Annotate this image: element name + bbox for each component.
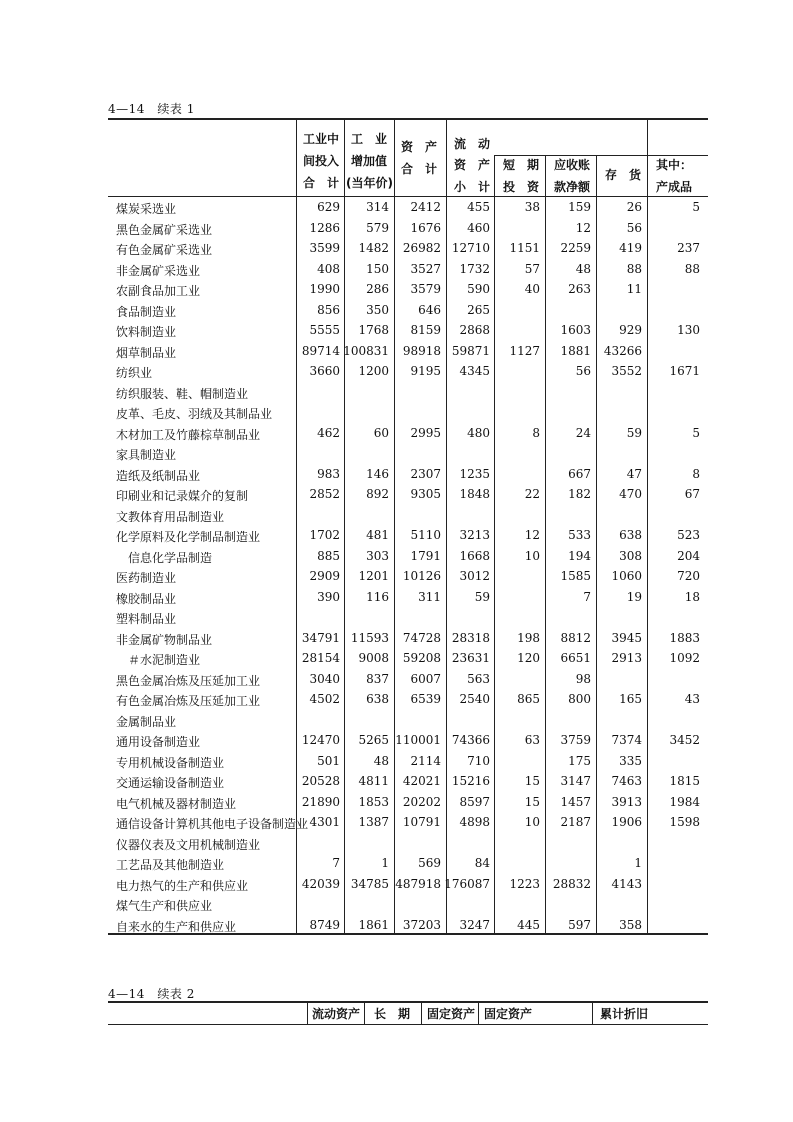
table-row [108,690,708,711]
row-label: 自来水的生产和供应业 [116,919,237,934]
table-cell: 42039 [301,876,340,891]
table-cell: 1286 [309,220,340,235]
table2-header-liquid-assets: 流动资产 [312,1007,361,1021]
table-cell: 856 [317,302,340,317]
table-row [108,731,708,752]
table-row [108,670,708,691]
row-label: 塑料制品业 [116,612,177,626]
table-cell: 12 [575,220,591,235]
table-cell: 6007 [410,671,441,686]
table-cell: 37203 [402,917,441,932]
table-cell: 1848 [459,487,490,501]
table-cell: 303 [366,548,389,563]
row-label: 专用机械设备制造业 [116,755,225,770]
table-cell: 892 [366,487,389,501]
table-cell: 98918 [402,343,441,358]
table-cell: 2259 [560,241,591,255]
table-cell: 26982 [402,241,441,255]
table-cell: 597 [568,917,591,932]
table-cell: 7 [332,856,340,870]
table-cell: 56 [626,220,642,235]
table-row [108,198,708,219]
table2-col-rule-2 [364,1002,365,1024]
table1-header-bottom-rule [108,196,708,197]
table-cell: 5555 [309,323,340,337]
table-cell: 419 [619,241,642,255]
table2-header-accumulated-depreciation: 累计折旧 [600,1007,649,1021]
header-intermediate-input: 工业中 间投入 合 计 [302,132,339,190]
table-cell: 9305 [410,487,441,501]
table-cell: 150 [366,261,389,276]
row-label: ＃水泥制造业 [128,653,201,667]
table-cell: 837 [366,671,389,686]
table-cell: 983 [317,466,340,481]
table-cell: 74728 [402,630,441,645]
header-short-term-investment: 短 期 投 资 [502,158,539,194]
table-cell: 929 [619,323,642,337]
table-cell: 175 [568,753,591,768]
table-cell: 146 [366,466,389,481]
table-cell: 7 [583,589,591,604]
table-cell: 800 [568,692,591,706]
row-label: 非金属矿采选业 [116,263,201,278]
table-row [108,649,708,670]
table-cell: 4502 [309,692,340,706]
row-label: 木材加工及竹藤棕草制品业 [116,427,261,442]
table2-header-fixed-assets-1: 固定资产 [427,1007,476,1021]
row-label: 纺织服装、鞋、帽制造业 [116,386,249,401]
table-row [108,444,708,465]
table-cell: 15 [524,774,540,788]
table-cell: 480 [467,425,490,440]
table-row [108,752,708,773]
table-cell: 89714 [301,343,340,358]
table-cell: 43266 [603,343,642,358]
table-cell: 590 [467,282,490,296]
table2-sub-rule [108,1024,708,1025]
table-cell: 569 [418,856,441,870]
table-cell: 1 [381,856,389,870]
table-cell: 710 [467,753,490,768]
table-cell: 563 [467,671,490,686]
table2-top-rule [108,1001,708,1003]
row-label: 电气机械及器材制造业 [116,796,237,811]
row-label: 电力热气的生产和供应业 [116,878,249,893]
table-cell: 1791 [410,548,441,563]
table-cell: 198 [517,630,540,645]
table-cell: 2412 [410,200,441,214]
table-cell: 9008 [358,651,389,665]
table-cell: 1768 [358,323,389,337]
header-liquid-assets-subtotal: 资 产 小 计 [453,158,490,194]
table-cell: 19 [626,589,642,604]
table-cell: 8159 [410,323,441,337]
row-label: 非金属矿物制品业 [116,632,213,647]
table-cell: 4345 [459,364,490,378]
table-cell: 159 [568,200,591,214]
table-cell: 182 [568,487,591,501]
table-row [108,424,708,445]
table-cell: 455 [467,200,490,214]
row-label: 通信设备计算机其他电子设备制造业 [116,817,309,831]
header-liquid-assets-group: 流 动 [454,137,491,151]
table-cell: 59 [626,425,642,440]
table-cell: 3945 [611,630,642,645]
table-cell: 4301 [309,815,340,829]
table-row [108,239,708,260]
table1-top-rule [108,118,708,120]
table-cell: 3213 [459,528,490,542]
table-cell: 100831 [343,343,389,358]
table-cell: 120 [517,651,540,665]
table-row [108,813,708,834]
table-cell: 48 [575,261,591,276]
table-cell: 311 [418,589,441,604]
table-cell: 11 [626,282,642,296]
table-cell: 18 [684,589,700,604]
table-cell: 358 [619,917,642,932]
table-cell: 3913 [611,794,642,809]
table-cell: 11593 [350,630,389,645]
table-cell: 2114 [410,753,441,768]
table-cell: 88 [626,261,642,276]
table-cell: 7374 [611,733,642,747]
table-cell: 6539 [410,692,441,706]
table-cell: 8812 [560,630,591,645]
table-cell: 8 [532,425,540,440]
table-row [108,383,708,404]
row-label: 造纸及纸制品业 [116,468,201,483]
table-cell: 1861 [358,917,389,932]
table-cell: 15 [524,794,540,809]
table-cell: 1201 [358,569,389,583]
table-cell: 12 [524,528,540,542]
table-cell: 579 [366,220,389,235]
table-cell: 1585 [560,569,591,583]
table-cell: 314 [366,200,389,214]
row-label: 有色金属冶炼及压延加工业 [116,694,261,708]
table-cell: 204 [677,548,700,563]
table-row [108,608,708,629]
row-label: 煤气生产和供应业 [116,899,213,913]
table-cell: 165 [619,692,642,706]
table-cell: 2540 [459,692,490,706]
table-cell: 10791 [402,815,441,829]
table-cell: 47 [626,466,642,481]
table-row [108,567,708,588]
table-cell: 1702 [309,528,340,542]
header-finished-goods: 其中： 产成品 [656,158,693,194]
row-label: 皮革、毛皮、羽绒及其制品业 [116,407,273,421]
table-cell: 21890 [301,794,340,809]
table-cell: 1151 [509,241,540,255]
table-cell: 98 [575,671,591,686]
table-row [108,219,708,240]
table-cell: 3147 [560,774,591,788]
row-label: 煤炭采选业 [116,202,177,216]
table-cell: 1598 [669,815,700,829]
table-cell: 28154 [301,651,340,665]
table-cell: 38 [524,200,540,214]
table-cell: 1671 [669,364,700,378]
row-label: 工艺品及其他制造业 [116,858,225,872]
row-label: 有色金属矿采选业 [116,243,213,257]
table2-col-rule-4 [478,1002,479,1024]
table-cell: 865 [517,692,540,706]
table-cell: 1883 [669,630,700,645]
table-cell: 20202 [402,794,441,809]
table-cell: 10 [524,815,540,829]
table-cell: 84 [474,856,490,870]
table-cell: 2307 [410,466,441,481]
table-cell: 10 [524,548,540,563]
table-row [108,588,708,609]
table-row [108,916,708,937]
table-cell: 460 [467,220,490,235]
row-label: 仪器仪表及文用机械制造业 [116,837,261,852]
table-cell: 26 [626,200,642,214]
table-row [108,629,708,650]
table-cell: 1990 [309,282,340,296]
table-cell: 40 [524,282,540,296]
table-row [108,403,708,424]
table-cell: 646 [418,302,441,317]
table-cell: 1906 [611,815,642,829]
table-cell: 501 [317,753,340,768]
row-label: 农副食品加工业 [116,284,201,298]
table-cell: 3552 [611,364,642,378]
table-cell: 350 [366,302,389,317]
table-cell: 4898 [459,815,490,829]
table-cell: 1223 [509,876,540,891]
table-cell: 487918 [395,876,441,891]
table-row [108,260,708,281]
table2-col-rule-1 [307,1002,308,1024]
table-cell: 1457 [560,794,591,809]
row-label: 黑色金属矿采选业 [116,222,213,237]
table-cell: 1482 [358,241,389,255]
table2-header-fixed-assets-2: 固定资产 [484,1007,533,1021]
table-cell: 1984 [669,794,700,809]
table-cell: 34791 [301,630,340,645]
table-cell: 74366 [451,733,490,747]
table-cell: 57 [524,261,540,276]
table-cell: 48 [373,753,389,768]
table2-caption: 4—14 续表 2 [108,987,195,1001]
row-label: 化学原料及化学制品制造业 [116,530,261,544]
table-cell: 462 [317,425,340,440]
table-cell: 2187 [560,815,591,829]
table-cell: 5265 [358,733,389,747]
table-cell: 470 [619,487,642,501]
table-cell: 408 [317,261,340,276]
table-cell: 5 [692,425,700,440]
table-cell: 3759 [560,733,591,747]
table-cell: 1668 [459,548,490,563]
table-cell: 1881 [560,343,591,358]
table-row [108,895,708,916]
table-cell: 390 [317,589,340,604]
table-cell: 20528 [301,774,340,788]
table2-col-rule-3 [421,1002,422,1024]
table-cell: 4811 [358,774,389,788]
table-cell: 8597 [459,794,490,809]
table-cell: 1092 [669,651,700,665]
table-cell: 88 [684,261,700,276]
table-cell: 1603 [560,323,591,337]
row-label: 文教体育用品制造业 [116,509,225,524]
header-receivables: 应收账 款净额 [553,158,590,194]
row-label: 纺织业 [116,366,153,380]
row-label: 信息化学品制造 [128,550,213,565]
table-cell: 2909 [309,569,340,583]
table2-col-rule-5 [592,1002,593,1024]
row-label: 黑色金属冶炼及压延加工业 [116,673,261,688]
table-row [108,834,708,855]
table-cell: 12470 [301,733,340,747]
table-cell: 23631 [451,651,490,665]
table-cell: 885 [317,548,340,563]
table-cell: 5110 [410,528,441,542]
table-cell: 3527 [410,261,441,276]
table-cell: 12710 [451,241,490,255]
table-row [108,321,708,342]
table-cell: 7463 [611,774,642,788]
table-row [108,342,708,363]
header-value-added: 工 业 增加值 (当年价) [346,132,393,190]
table-cell: 667 [568,466,591,481]
table-row [108,711,708,732]
table-cell: 720 [677,569,700,583]
table-cell: 335 [619,753,642,768]
row-label: 饮料制造业 [116,325,177,339]
table-cell: 638 [619,528,642,542]
table-cell: 481 [366,528,389,542]
table-row [108,772,708,793]
row-label: 食品制造业 [116,304,177,319]
table-cell: 42021 [402,774,441,788]
table-cell: 59871 [451,343,490,358]
table-cell: 24 [575,425,591,440]
table-cell: 9195 [410,364,441,378]
header-inventory: 存 货 [604,168,641,182]
table-cell: 10126 [402,569,441,583]
table-cell: 3599 [309,241,340,255]
table-cell: 1732 [459,261,490,276]
table-cell: 28832 [552,876,591,891]
table-cell: 1387 [358,815,389,829]
table-cell: 60 [373,425,389,440]
table-cell: 3247 [459,917,490,932]
table-cell: 176087 [444,876,490,891]
table-cell: 237 [677,241,700,255]
table-row [108,465,708,486]
table-cell: 1235 [459,466,490,481]
row-label: 家具制造业 [116,448,177,462]
table-cell: 22 [524,487,540,501]
table-cell: 110001 [395,733,441,747]
row-label: 橡胶制品业 [116,591,177,606]
table-cell: 8 [692,466,700,481]
table-cell: 1815 [669,774,700,788]
table-cell: 3012 [459,569,490,583]
table-cell: 1200 [358,364,389,378]
table-cell: 2995 [410,425,441,440]
table-row [108,854,708,875]
row-label: 医药制造业 [116,571,177,585]
table-cell: 1 [634,856,642,870]
table-cell: 445 [517,917,540,932]
table-cell: 3452 [669,733,700,747]
table-cell: 4143 [611,876,642,891]
table-row [108,793,708,814]
table-cell: 1853 [358,794,389,809]
table-cell: 629 [317,200,340,214]
table-cell: 308 [619,548,642,563]
table-row [108,362,708,383]
table-row [108,506,708,527]
table-row [108,875,708,896]
table-cell: 63 [524,733,540,747]
table-cell: 3579 [410,282,441,296]
table-cell: 56 [575,364,591,378]
table-row [108,280,708,301]
table-cell: 1060 [611,569,642,583]
table-cell: 2868 [459,323,490,337]
table-row [108,547,708,568]
table-cell: 130 [677,323,700,337]
table-cell: 59 [474,589,490,604]
table-cell: 8749 [309,917,340,932]
table-cell: 15216 [451,774,490,788]
table-cell: 28318 [451,630,490,645]
row-label: 烟草制品业 [116,345,177,360]
table-cell: 523 [677,528,700,542]
table-cell: 2913 [611,651,642,665]
table-cell: 3040 [309,671,340,686]
table-cell: 1676 [410,220,441,235]
table-cell: 638 [366,692,389,706]
table-cell: 116 [366,589,389,604]
row-label: 金属制品业 [116,714,177,729]
table-cell: 286 [366,282,389,296]
table-cell: 6651 [560,651,591,665]
table-row [108,301,708,322]
table-cell: 194 [568,548,591,563]
table2-header-long-term: 长 期 [374,1007,411,1021]
table-cell: 59208 [402,651,441,665]
table-cell: 533 [568,528,591,542]
table-cell: 263 [568,282,591,296]
row-label: 通用设备制造业 [116,735,201,749]
table-cell: 5 [692,200,700,214]
table1-caption: 4—14 续表 1 [108,102,195,116]
table-cell: 1127 [509,343,540,358]
table-cell: 265 [467,302,490,317]
table-cell: 43 [684,692,700,706]
table-cell: 2852 [309,487,340,501]
table-row [108,485,708,506]
table-cell: 67 [684,487,700,501]
table-row [108,526,708,547]
table-cell: 34785 [350,876,389,891]
table-cell: 3660 [309,364,340,378]
row-label: 交通运输设备制造业 [116,776,225,790]
header-total-assets: 资 产 合 计 [400,140,437,176]
row-label: 印刷业和记录媒介的复制 [116,489,249,503]
